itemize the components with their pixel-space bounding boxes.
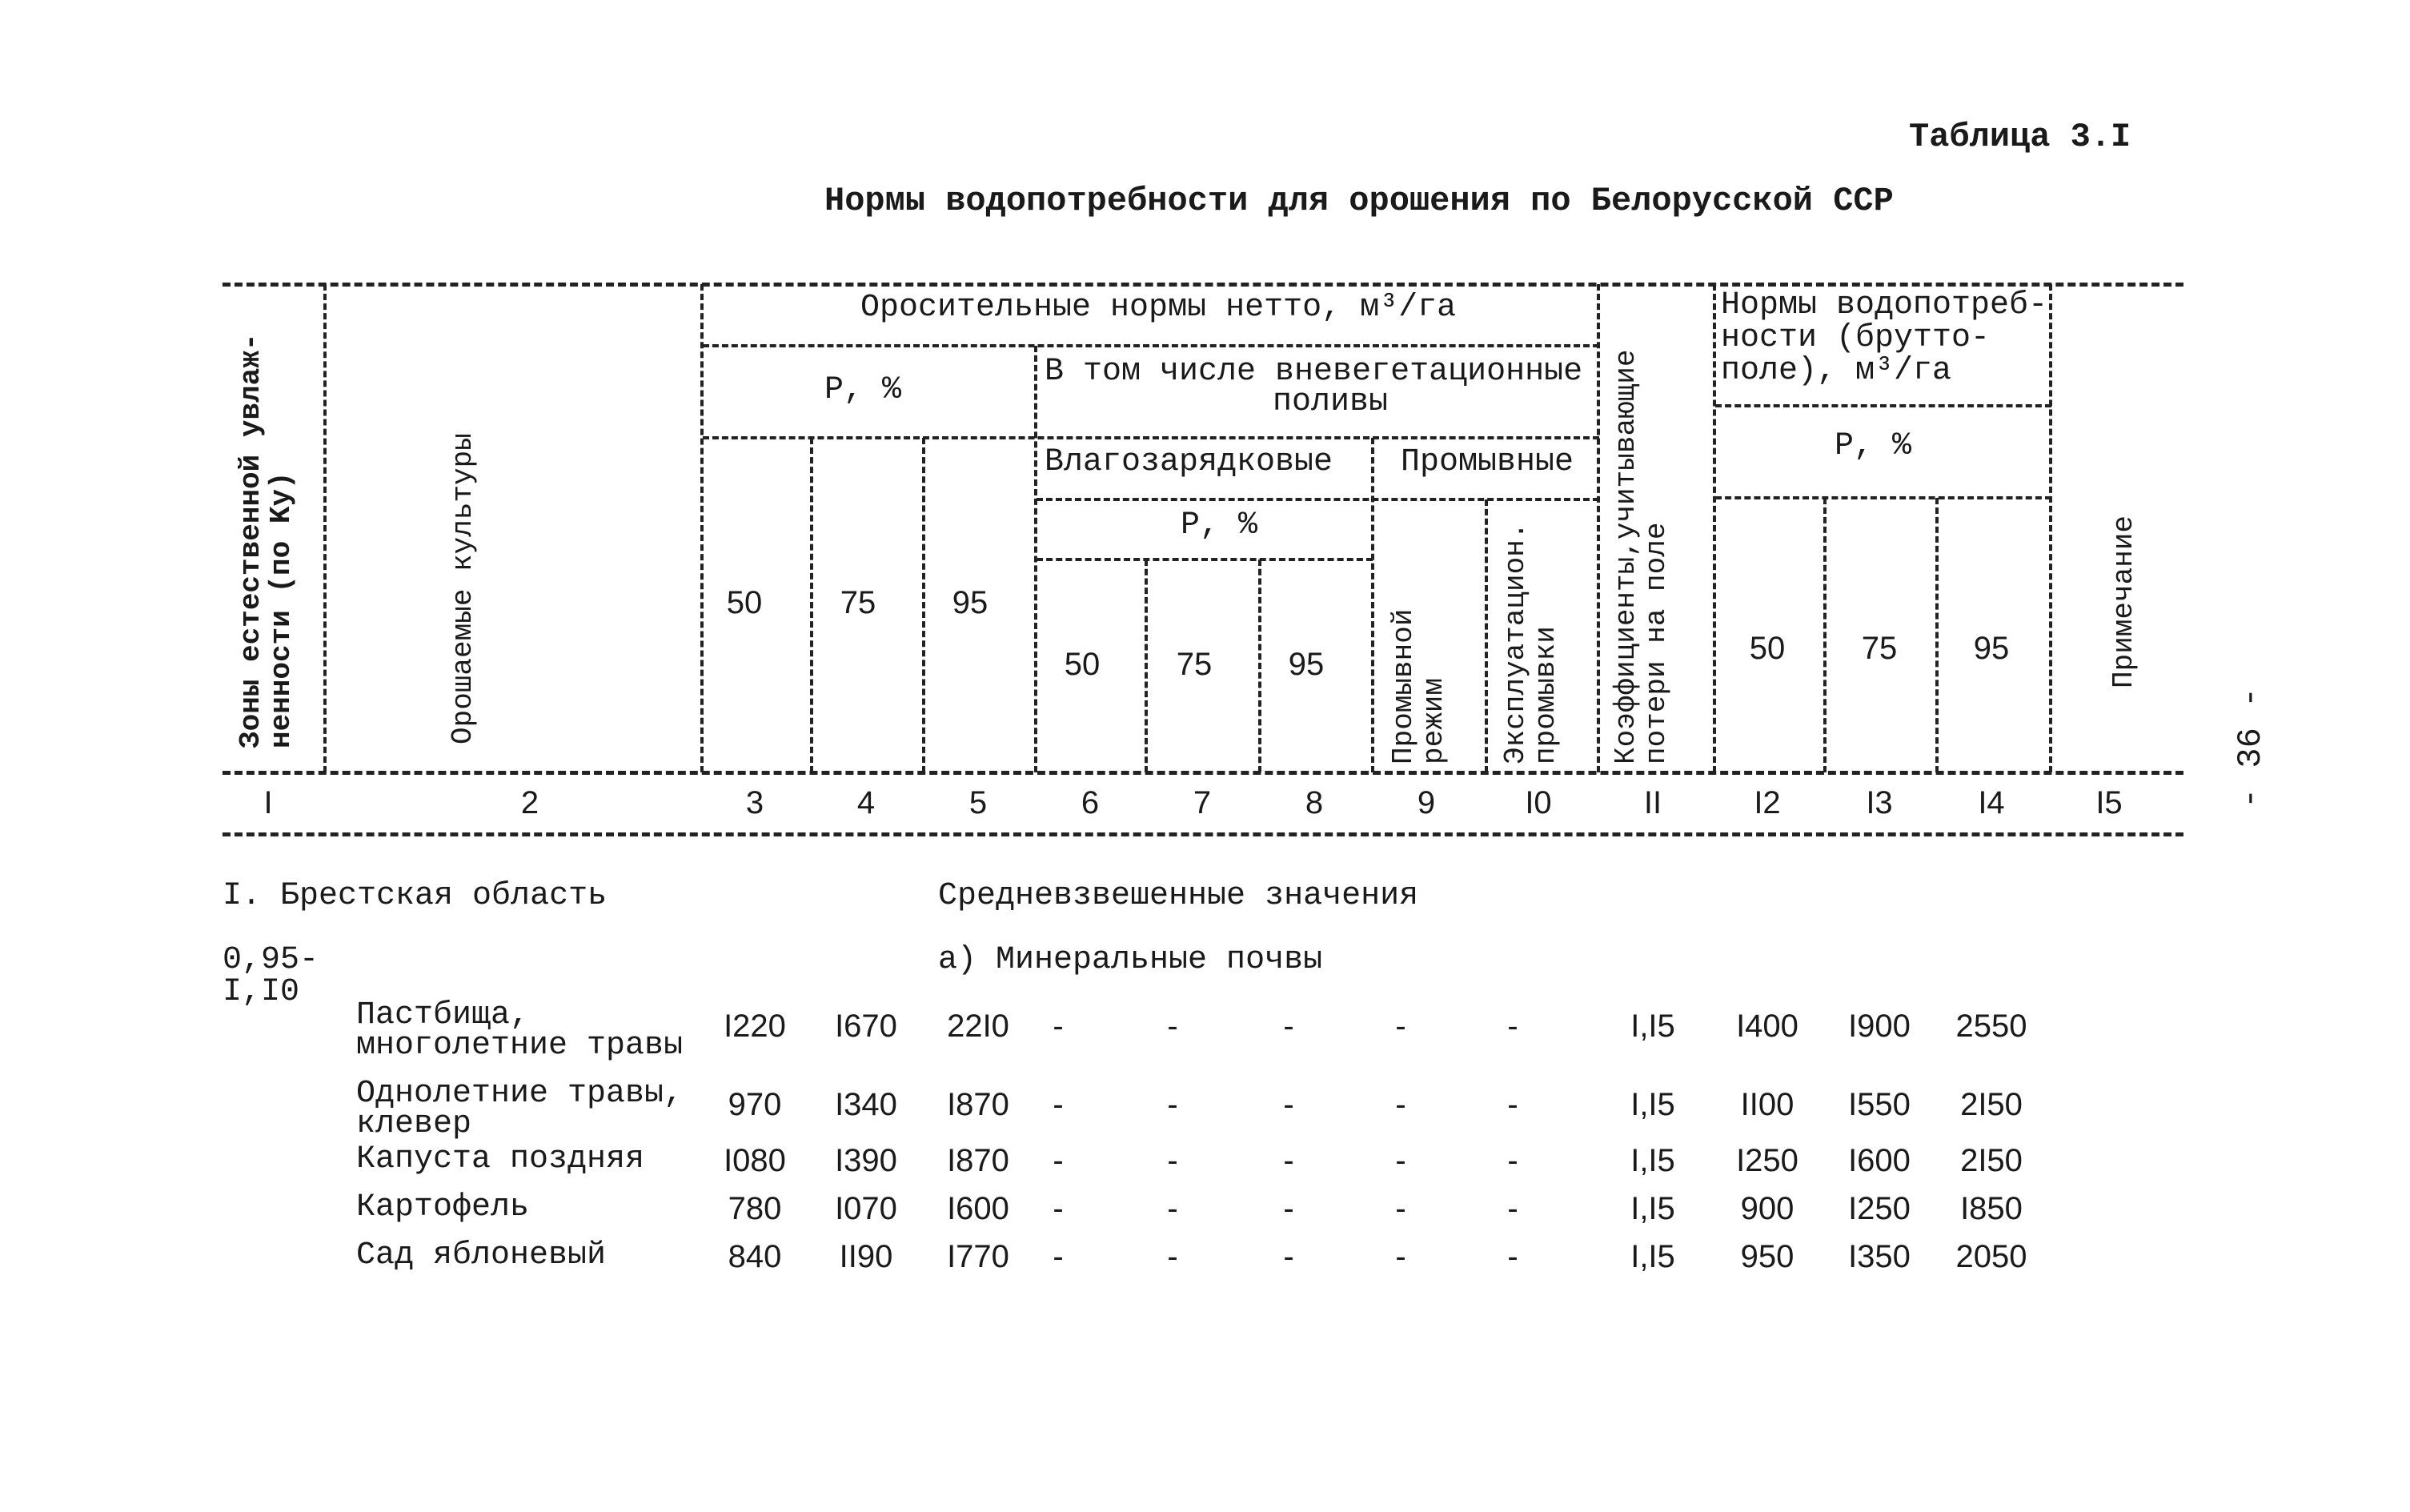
cell-gross-95: 2550: [1955, 1009, 2027, 1044]
cell-flush-operational: -: [1507, 1239, 1518, 1274]
cell-net-95: 22I0: [947, 1009, 1009, 1044]
header-gross: Нормы водопотреб- ности (брутто- поле), м³/га: [1721, 287, 2048, 389]
rule-top: [223, 283, 2183, 287]
col-num-3: 3: [745, 785, 764, 820]
cell-coef: I,I5: [1630, 1239, 1675, 1274]
header-regime: Промывной режим: [1387, 608, 1450, 764]
col-line-14: [2049, 284, 2052, 772]
col-num-2: 2: [520, 785, 539, 820]
rule-moisture-p-sub: [1037, 558, 1373, 561]
weighted-label: Средневзвешенные значения: [938, 878, 1419, 914]
col-num-1: I: [263, 785, 273, 820]
cell-moisture-95: -: [1283, 1143, 1294, 1178]
header-net-75: 75: [840, 585, 876, 620]
header-gross-95: 95: [1973, 631, 2010, 666]
header-including: В том числе вневегетационные: [1045, 354, 1583, 390]
crop-name: Сад яблоневый: [356, 1237, 607, 1273]
header-moisture-50: 50: [1064, 647, 1101, 682]
col-line-3: [810, 438, 813, 772]
cell-gross-95: 2050: [1955, 1239, 2027, 1274]
header-net-95: 95: [952, 585, 988, 620]
col-line-9: [1485, 499, 1488, 772]
cell-gross-50: I250: [1736, 1143, 1798, 1178]
crop-name: Капуста поздняя: [356, 1141, 645, 1177]
header-flushing: Промывные: [1401, 444, 1574, 480]
header-note: Примечание: [2107, 515, 2140, 688]
cell-gross-95: I850: [1960, 1191, 2023, 1226]
rule-numbers-bottom: [223, 832, 2183, 836]
col-num-4: 4: [856, 785, 876, 820]
cell-moisture-95: -: [1283, 1087, 1294, 1122]
col-num-6: 6: [1081, 785, 1100, 820]
cell-gross-95: 2I50: [1960, 1087, 2023, 1122]
col-num-10: I0: [1525, 785, 1552, 820]
cell-flush-regime: -: [1395, 1191, 1406, 1226]
col-line-11: [1713, 284, 1716, 772]
cell-flush-regime: -: [1395, 1143, 1406, 1178]
cell-gross-75: I350: [1848, 1239, 1911, 1274]
col-num-15: I5: [2095, 785, 2123, 820]
cell-moisture-75: -: [1167, 1143, 1178, 1178]
rule-header-bottom: [223, 771, 2183, 775]
cell-net-95: I870: [947, 1087, 1009, 1122]
col-num-12: I2: [1754, 785, 1781, 820]
col-num-7: 7: [1193, 785, 1212, 820]
col-line-13: [1935, 498, 1939, 772]
cell-net-50: 780: [728, 1191, 782, 1226]
col-line-5: [1034, 346, 1037, 772]
cell-moisture-50: -: [1053, 1143, 1064, 1178]
cell-flush-operational: -: [1507, 1009, 1518, 1044]
cell-moisture-95: -: [1283, 1191, 1294, 1226]
cell-flush-regime: -: [1395, 1009, 1406, 1044]
col-num-13: I3: [1866, 785, 1893, 820]
header-zone: Зоны естественной увлаж- ненности (по Kу): [235, 333, 298, 748]
cell-net-75: I390: [835, 1143, 897, 1178]
header-moisture-75: 75: [1176, 647, 1213, 682]
cell-net-50: I220: [724, 1009, 786, 1044]
rule-p-sub: [703, 436, 1599, 439]
header-crop: Орошаемые культуры: [447, 433, 479, 744]
cell-gross-50: 900: [1740, 1191, 1794, 1226]
header-net-p: P, %: [824, 372, 902, 408]
col-line-12: [1823, 498, 1827, 772]
rule-gross-p-sub: [1715, 496, 2051, 499]
header-moisture-p: P, %: [1181, 507, 1258, 543]
header-net-norms: Оросительные нормы нетто, м³/га: [860, 290, 1457, 326]
cell-flush-regime: -: [1395, 1239, 1406, 1274]
col-line-10: [1597, 284, 1600, 772]
cell-flush-operational: -: [1507, 1143, 1518, 1178]
cell-gross-75: I250: [1848, 1191, 1911, 1226]
col-line-7: [1258, 559, 1261, 772]
col-num-14: I4: [1978, 785, 2005, 820]
header-gross-50: 50: [1749, 631, 1786, 666]
cell-moisture-50: -: [1053, 1087, 1064, 1122]
cell-flush-operational: -: [1507, 1087, 1518, 1122]
cell-moisture-75: -: [1167, 1239, 1178, 1274]
cell-moisture-95: -: [1283, 1009, 1294, 1044]
cell-coef: I,I5: [1630, 1009, 1675, 1044]
region-heading: I. Брестская область: [223, 878, 608, 914]
cell-coef: I,I5: [1630, 1191, 1675, 1226]
cell-moisture-50: -: [1053, 1239, 1064, 1274]
cell-net-75: II90: [839, 1239, 893, 1274]
crop-name: Картофель: [356, 1189, 530, 1225]
zone-value: 0,95- I,I0: [223, 942, 319, 1010]
cell-gross-75: I900: [1848, 1009, 1911, 1044]
cell-net-75: I070: [835, 1191, 897, 1226]
cell-gross-50: 950: [1740, 1239, 1794, 1274]
col-num-8: 8: [1305, 785, 1324, 820]
rule-gross-sub: [1715, 404, 2051, 407]
cell-net-75: I670: [835, 1009, 897, 1044]
cell-net-95: I770: [947, 1239, 1009, 1274]
page-title: Нормы водопотребности для орошения по Белорусской ССР: [824, 182, 1894, 220]
cell-net-95: I870: [947, 1143, 1009, 1178]
cell-gross-95: 2I50: [1960, 1143, 2023, 1178]
crop-name: Пастбища, многолетние травы: [356, 997, 684, 1064]
page-number: - 36 -: [2232, 687, 2270, 808]
cell-gross-50: I400: [1736, 1009, 1798, 1044]
header-irrigations: поливы: [1273, 384, 1389, 420]
header-gross-75: 75: [1861, 631, 1898, 666]
col-line-6: [1145, 559, 1148, 772]
col-line-4: [922, 438, 925, 772]
cell-flush-operational: -: [1507, 1191, 1518, 1226]
crop-name: Однолетние травы, клевер: [356, 1076, 684, 1142]
cell-moisture-50: -: [1053, 1191, 1064, 1226]
cell-net-75: I340: [835, 1087, 897, 1122]
cell-moisture-75: -: [1167, 1009, 1178, 1044]
col-line-2: [700, 284, 704, 772]
rule-moisture-sub: [1037, 498, 1599, 501]
cell-coef: I,I5: [1630, 1143, 1675, 1178]
cell-gross-50: II00: [1740, 1087, 1794, 1122]
cell-moisture-75: -: [1167, 1191, 1178, 1226]
cell-coef: I,I5: [1630, 1087, 1675, 1122]
col-num-5: 5: [968, 785, 988, 820]
cell-gross-75: I550: [1848, 1087, 1911, 1122]
soil-label: а) Минеральные почвы: [938, 942, 1323, 978]
header-moisture-95: 95: [1288, 647, 1325, 682]
header-net-50: 50: [726, 585, 763, 620]
col-line-1: [323, 284, 327, 772]
col-num-9: 9: [1417, 785, 1436, 820]
col-num-11: II: [1643, 785, 1662, 820]
header-moisture: Влагозарядковые: [1045, 444, 1333, 480]
cell-net-95: I600: [947, 1191, 1009, 1226]
cell-moisture-75: -: [1167, 1087, 1178, 1122]
cell-net-50: 840: [728, 1239, 782, 1274]
header-operational: Эксплуатацион. промывки: [1499, 522, 1562, 764]
table-label: Таблица 3.I: [1909, 118, 2131, 156]
cell-moisture-95: -: [1283, 1239, 1294, 1274]
cell-moisture-50: -: [1053, 1009, 1064, 1044]
header-gross-p: P, %: [1835, 428, 1912, 464]
cell-flush-regime: -: [1395, 1087, 1406, 1122]
rule-net-sub: [703, 344, 1599, 347]
cell-gross-75: I600: [1848, 1143, 1911, 1178]
cell-net-50: I080: [724, 1143, 786, 1178]
header-coef: Коэффициенты,учитывающие потери на поле: [1610, 349, 1673, 764]
cell-net-50: 970: [728, 1087, 782, 1122]
col-line-8: [1371, 438, 1374, 772]
